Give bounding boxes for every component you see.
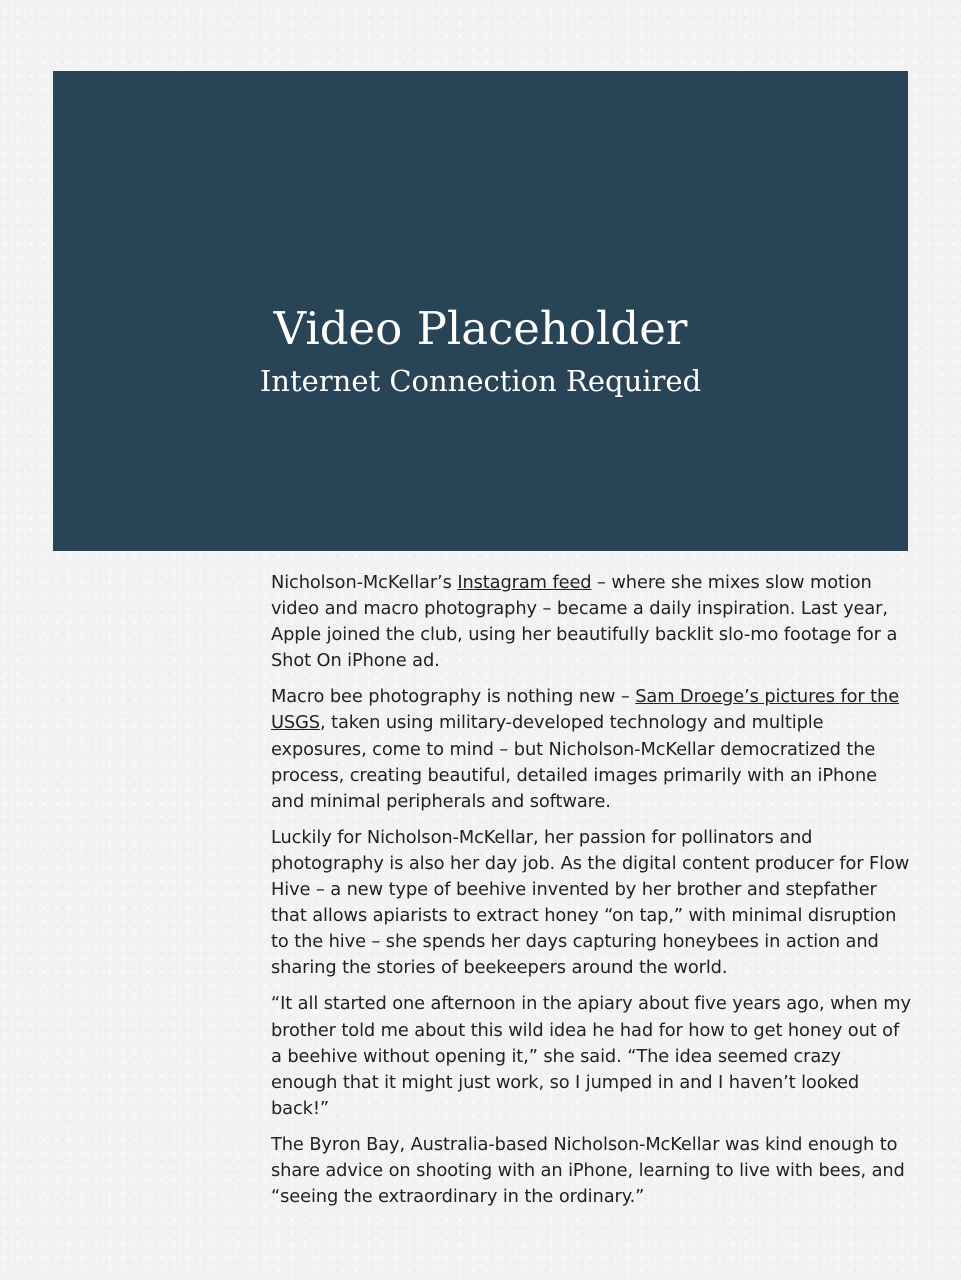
video-placeholder[interactable] [53,71,908,551]
video-placeholder-title: Video Placeholder [273,302,688,355]
paragraph-text: , taken using military-developed technology and multiple exposures, come to mind – but Nicholson-McKellar democratized the process, creating beautiful, detailed images primarily with an iPhone and minimal peripherals and software. [271,712,877,812]
article-body [271,570,911,1220]
instagram-feed-link[interactable]: Instagram feed [457,572,592,593]
sam-droege-usgs-link[interactable]: Sam Droege’s pictures for the USGS [271,686,900,734]
paragraph-macro-photography [271,684,911,814]
paragraph-text: Macro bee photography is nothing new – [271,686,636,708]
paragraph-text: Nicholson-McKellar’s [271,572,458,593]
paragraph-byron-bay: The Byron Bay, Australia-based Nicholson-McKellar was kind enough to share advice on shooting with an iPhone, learning to live with bees, and “seeing the extraordinary in the ordinary.” [271,1133,905,1208]
paragraph-flow-hive: Luckily for Nicholson-McKellar, her passion for pollinators and photography is also her day job. As the digital content producer for Flow Hive – a new type of beehive invented by her brother and stepfather that allows apiarists to extract honey “on tap,” with minimal disruption to the hive – she spends her days capturing honeybees in action and sharing the stories of beekeepers around the world. [271,826,910,979]
video-placeholder-subtitle: Internet Connection Required [259,364,702,398]
paragraph-quote: “It all started one afternoon in the apiary about five years ago, when my brother told me about this wild idea he had for how to get honey out of a beehive without opening it,” she said. “The idea seemed crazy enough that it might just work, so I jumped in and I haven’t looked back!” [271,993,911,1119]
paragraph-instagram [271,570,911,674]
paragraph-text: – where she mixes slow motion video and macro photography – became a daily inspiration. Last year, Apple joined the club, using her beautifully backlit slo-mo footage for a Shot On iPhone ad. [271,572,898,672]
